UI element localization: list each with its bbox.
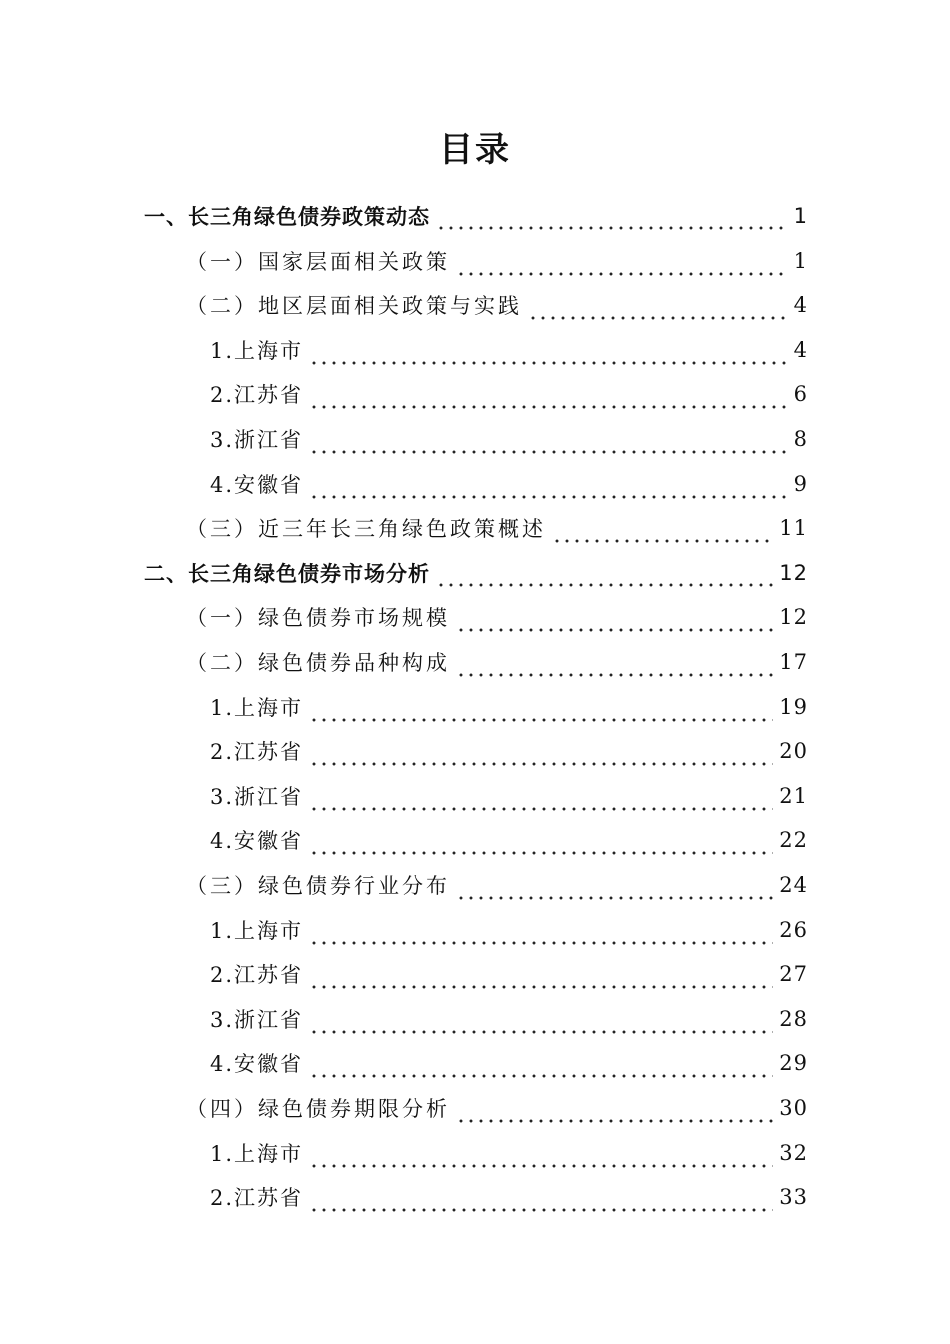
dot-leader xyxy=(309,1175,773,1219)
dot-leader xyxy=(309,1131,773,1175)
toc-entry-page-number: 9 xyxy=(793,471,808,496)
toc-entry-label: 一、长三角绿色债券政策动态 xyxy=(144,205,430,229)
dot-leader xyxy=(436,194,788,238)
toc-entry[interactable] xyxy=(210,908,808,952)
toc-entry-label: 2.江苏省 xyxy=(210,963,304,988)
toc-entry[interactable] xyxy=(210,372,808,416)
toc-entry-label: 1.上海市 xyxy=(210,918,304,943)
toc-entry-label: 4.安徽省 xyxy=(210,829,304,854)
toc-entry-label: （四）绿色债券期限分析 xyxy=(186,1097,450,1121)
dot-leader xyxy=(456,640,773,684)
toc-entry-label: 2.江苏省 xyxy=(210,383,304,408)
dot-leader xyxy=(309,997,773,1041)
toc-entry[interactable] xyxy=(186,1086,808,1130)
toc-entry-label: （一）绿色债券市场规模 xyxy=(186,606,450,631)
toc-entry[interactable] xyxy=(210,1041,808,1085)
toc-entry-page-number: 12 xyxy=(779,605,808,630)
toc-entry-label: （三）绿色债券行业分布 xyxy=(186,874,450,898)
toc-entry-page-number: 24 xyxy=(779,873,808,897)
toc-entry-page-number: 6 xyxy=(793,382,808,407)
toc-entry-page-number: 30 xyxy=(779,1096,808,1120)
toc-entry[interactable] xyxy=(210,328,808,372)
toc-entry-page-number: 1 xyxy=(793,248,808,273)
toc-entry-page-number: 12 xyxy=(779,560,808,585)
toc-entry[interactable] xyxy=(186,863,808,907)
dot-leader xyxy=(309,729,773,773)
toc-entry[interactable] xyxy=(186,595,808,639)
dot-leader xyxy=(309,1041,773,1085)
toc-entry-label: 1.上海市 xyxy=(210,1141,304,1166)
toc-entry[interactable] xyxy=(144,551,808,595)
toc-entry[interactable] xyxy=(210,462,808,506)
dot-leader xyxy=(456,863,773,907)
toc-entry-page-number: 20 xyxy=(779,739,808,764)
toc-entry-page-number: 33 xyxy=(779,1185,808,1210)
dot-leader xyxy=(552,506,773,550)
toc-entry[interactable] xyxy=(186,239,808,283)
toc-entry-label: 3.浙江省 xyxy=(210,784,304,809)
page-title: 目录 xyxy=(439,130,511,170)
dot-leader xyxy=(309,462,788,506)
dot-leader xyxy=(456,595,773,639)
toc-entry[interactable] xyxy=(210,774,808,818)
toc-entry-label: （一）国家层面相关政策 xyxy=(186,249,450,274)
toc-entry-label: 2.江苏省 xyxy=(210,1186,304,1211)
dot-leader xyxy=(309,372,788,416)
toc-entry-page-number: 1 xyxy=(793,204,808,228)
toc-entry-label: 1.上海市 xyxy=(210,338,304,363)
toc-entry-label: （二）绿色债券品种构成 xyxy=(186,651,450,675)
toc-entry-page-number: 27 xyxy=(779,962,808,987)
dot-leader xyxy=(309,952,773,996)
toc-entry-label: 1.上海市 xyxy=(210,695,304,720)
toc-entry-label: 3.浙江省 xyxy=(210,1007,304,1032)
toc-entry-page-number: 22 xyxy=(779,828,808,853)
toc-entry-page-number: 4 xyxy=(793,293,808,318)
dot-leader xyxy=(436,551,773,595)
toc-entry-label: （二）地区层面相关政策与实践 xyxy=(186,294,522,319)
toc-entry-page-number: 21 xyxy=(779,783,808,808)
dot-leader xyxy=(309,774,773,818)
toc-entry-page-number: 29 xyxy=(779,1051,808,1076)
toc-entry[interactable] xyxy=(186,506,808,550)
toc-entry[interactable] xyxy=(210,685,808,729)
toc-entry-label: 二、长三角绿色债券市场分析 xyxy=(144,561,430,586)
toc-entry-page-number: 8 xyxy=(793,427,808,451)
toc-entry-label: 4.安徽省 xyxy=(210,1052,304,1077)
toc-entry[interactable] xyxy=(144,194,808,238)
toc-entry[interactable] xyxy=(186,283,808,327)
toc-entry-page-number: 19 xyxy=(779,694,808,719)
toc-entry[interactable] xyxy=(210,1131,808,1175)
toc-entry[interactable] xyxy=(210,952,808,996)
dot-leader xyxy=(528,283,788,327)
toc-entry-page-number: 28 xyxy=(779,1006,808,1031)
dot-leader xyxy=(456,239,788,283)
toc-entry[interactable] xyxy=(186,640,808,684)
toc-entry[interactable] xyxy=(210,1175,808,1219)
toc-entry[interactable] xyxy=(210,729,808,773)
toc-entry-page-number: 26 xyxy=(779,917,808,942)
toc-entry[interactable] xyxy=(210,417,808,461)
dot-leader xyxy=(309,685,773,729)
toc-entry[interactable] xyxy=(210,818,808,862)
dot-leader xyxy=(309,818,773,862)
toc-entry-page-number: 32 xyxy=(779,1140,808,1165)
toc-entry-page-number: 11 xyxy=(779,516,808,541)
dot-leader xyxy=(456,1086,773,1130)
toc-entry-label: 3.浙江省 xyxy=(210,428,304,452)
toc-entry-page-number: 4 xyxy=(793,337,808,362)
toc-entry-label: 4.安徽省 xyxy=(210,472,304,497)
toc-entry-page-number: 17 xyxy=(779,650,808,674)
toc-entry-label: 2.江苏省 xyxy=(210,740,304,765)
toc-entry[interactable] xyxy=(210,997,808,1041)
dot-leader xyxy=(309,417,788,461)
dot-leader xyxy=(309,328,788,372)
dot-leader xyxy=(309,908,773,952)
toc-entry-label: （三）近三年长三角绿色政策概述 xyxy=(186,517,546,542)
